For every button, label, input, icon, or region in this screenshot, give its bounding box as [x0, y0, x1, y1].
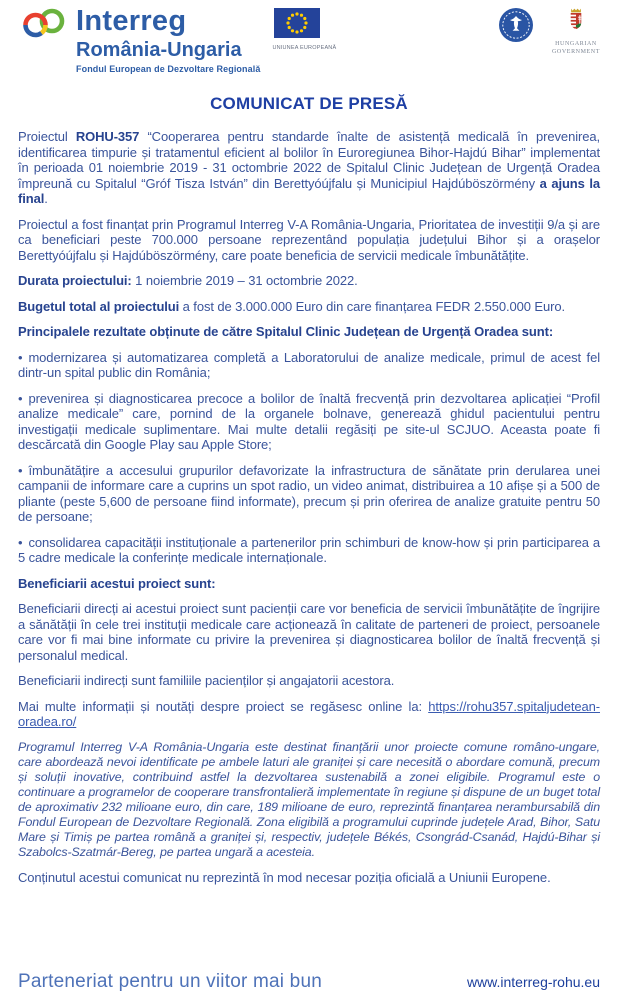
- interreg-wordmark: [76, 6, 260, 74]
- bullet-text: consolidarea capacității instituționale a partenerilor prin schimburi de know-how și prin participarea a 5 cadre medicale la conferințe medicale internaționale.: [18, 534, 600, 566]
- header: [18, 0, 600, 74]
- interreg-brand-text: Interreg: [76, 5, 187, 37]
- footer-slogan: Parteneriat pentru un viitor mai bun: [18, 971, 322, 992]
- interreg-symbol-icon: [18, 6, 70, 49]
- hungarian-government-label: [552, 40, 600, 56]
- interreg-logo: [18, 6, 260, 74]
- bullet-text: îmbunătățire a accesului grupurilor defavorizate la infrastructura de sănătate prin derularea unei campanii de informare care a cuprins un spot radio, un video animat, distribuirea a 10 afișe și a 500 de pliante (peste 5,600 de persoane fiind informate), precum și prin oferirea de analize gratuite pentru 50 de persoane;: [18, 462, 600, 525]
- romanian-government-seal-icon: [498, 7, 534, 48]
- interreg-program-text: România-Ungaria: [76, 39, 242, 62]
- paragraph-funding: Proiectul a fost finanțat prin Programul Interreg V-A România-Ungaria, Prioritatea de investiții 9/a și are ca beneficiari peste 700.000 persoane reprezentând populația județului Bihor și a orașelor Berettyóújfalu și Hajdúböszörmény, care poate beneficia de servicii medicale îmbunătățite.: [18, 216, 600, 263]
- hungarian-government-block: [552, 7, 600, 56]
- paragraph-duration: [18, 273, 600, 289]
- text-segment-bold: a ajuns la final: [18, 175, 601, 207]
- paragraph-direct-beneficiaries: Beneficiarii direcți ai acestui proiect sunt pacienții care vor beneficia de servicii îmbunătățite de îngrijire a sănătății în cele trei instituții medicale care acționează în calitate de parteneri de proiect, persoanele care vor fi mai bine informate cu privire la prevenirea și diagnosticarea bolilor de înaltă frecvență și personalul medical.: [18, 601, 600, 663]
- more-info-text: Mai multe informații și noutăți despre proiect se regăsesc online la:: [18, 698, 429, 714]
- content: [18, 129, 600, 885]
- bullet-item: [18, 350, 600, 381]
- heading-beneficiaries: Beneficiarii acestui proiect sunt:: [18, 575, 216, 591]
- paragraph-project-intro: [18, 129, 600, 207]
- hungarian-government-label-line2: GOVERNMENT: [552, 49, 600, 56]
- paragraph-indirect-beneficiaries: Beneficiarii indirecți sunt familiile pacienților și angajatorii acestora.: [18, 673, 395, 689]
- footer: [18, 971, 600, 993]
- paragraph-more-info: [18, 699, 600, 730]
- footer-website-link[interactable]: www.interreg-rohu.eu: [466, 974, 600, 990]
- bullet-text: modernizarea și automatizarea completă a Laboratorului de analize medicale, primul de acest fel dintr-un spital public din România;: [18, 349, 600, 381]
- budget-value: a fost de 3.000.000 Euro din care finanțarea FEDR 2.550.000 Euro.: [179, 298, 565, 314]
- heading-results: Principalele rezultate obținute de către Spitalul Clinic Județean de Urgență Oradea sunt:: [18, 324, 554, 340]
- bullet-item: [18, 463, 600, 525]
- bullet-item: [18, 391, 600, 453]
- bullet-marker: •: [18, 534, 23, 550]
- paragraph-program-description: Programul Interreg V-A România-Ungaria este destinat finanțării unor proiecte comune româno-ungare, care abordează nevoi identificate pe ambele laturi ale graniței și care necesită o abordare comună, precum și soluții inovative, contribuind astfel la dezvoltarea sustenabilă a zonei eligibile. Programul este o continuare a programelor de cooperare transfrontalieră implementate în regiune și dispune de un buget total de aproximativ 232 milioane euro, din care, 189 milioane de euro, reprezintă finanțarea nerambursabilă din Fondul European de Dezvoltare Regională. Zona eligibilă a programului cuprinde județele Arad, Bihor, Satu Mare și Timiș pe partea română a graniței și, respectiv, județele Békés, Csongrád-Csanád, Hajdú-Bihar și Szabolcs-Szatmár-Bereg, pe partea ungară a acesteia.: [18, 739, 600, 859]
- paragraph-budget: [18, 299, 600, 315]
- eu-flag-block: [272, 8, 337, 51]
- paragraph-disclaimer: Conținutul acestui comunicat nu reprezintă în mod necesar poziția oficială a Uniunii Europene.: [18, 869, 551, 885]
- duration-label: Durata proiectului:: [18, 273, 132, 289]
- bullet-marker: •: [18, 349, 23, 365]
- hungarian-government-label-line1: HUNGARIAN: [555, 41, 597, 47]
- bullet-marker: •: [18, 390, 23, 406]
- project-code: ROHU-357: [75, 129, 140, 145]
- text-segment: .: [44, 191, 48, 207]
- government-logos: [498, 6, 600, 56]
- page-title: COMUNICAT DE PRESĂ: [210, 94, 408, 114]
- text-segment: Proiectul: [18, 129, 76, 145]
- eu-flag-icon: [274, 25, 320, 42]
- hungarian-coat-of-arms-icon: [565, 20, 587, 37]
- eu-flag-label: UNIUNEA EUROPEANĂ: [272, 45, 337, 51]
- text-segment: “Cooperarea pentru standarde înalte de asistență medicală în prevenirea, identificarea timpurie și tratamentul eficient al bolilor în Euroregiunea Bihor-Hajdú Bihar” implementat în perioada 01 noiembrie 2019 - 31 octombrie 2022 de Spitalul Clinic Județean de Urgență Oradea împreună cu Spitalul “Gróf Tisza István” din Berettyóújfalu și Municipiul Hajdúböszörmény: [18, 129, 600, 191]
- bullet-item: [18, 535, 600, 566]
- project-website-link[interactable]: https://rohu357.spitaljudetean-oradea.ro/: [18, 698, 600, 730]
- budget-label: Bugetul total al proiectului: [18, 298, 180, 314]
- duration-value: 1 noiembrie 2019 – 31 octombrie 2022.: [131, 273, 358, 289]
- interreg-fund-text: Fondul European de Dezvoltare Regională: [76, 64, 261, 75]
- bullet-text: prevenirea și diagnosticarea precoce a bolilor de înaltă frecvență prin dezvoltarea aplicației “Profil analize medicale” care, pornind de la organele bolnave, generează ghidul pacientului pentru investigații medicale suplimentare. Mai multe detalii regăsiți pe site-ul SCJUO. Aceasta poate fi descărcată din Google Play sau Apple Store;: [18, 390, 600, 453]
- bullet-marker: •: [18, 462, 23, 478]
